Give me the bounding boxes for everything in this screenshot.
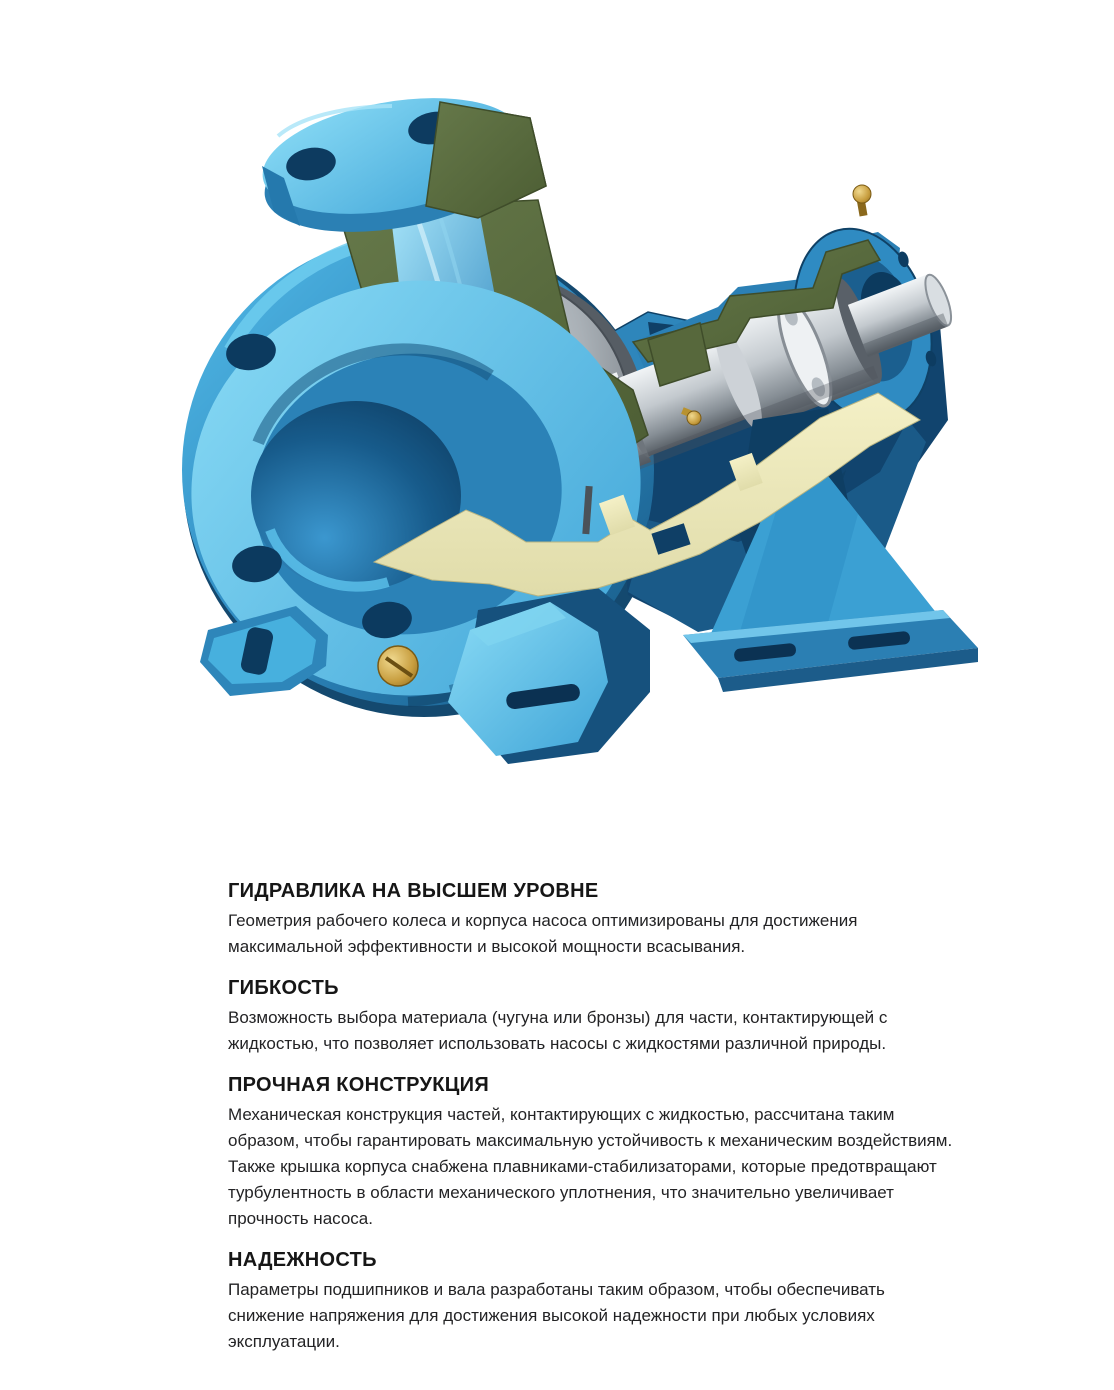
feature-sections [228, 880, 964, 1372]
pump-middle-foot [448, 588, 650, 764]
section-heading: ПРОЧНАЯ КОНСТРУКЦИЯ [228, 1074, 490, 1096]
section-hydraulics [228, 880, 964, 960]
section-body: Механическая конструкция частей, контактирующих с жидкостью, рассчитана таким образом, чтобы гарантировать максимальную устойчивость к механическим воздействиям. Также крышка корпуса снабжена плавниками-стабилизаторами, которые предотвращают турбулентность в области механического уплотнения, что значительно увеличивает прочность насоса. [228, 1105, 953, 1228]
section-body: Геометрия рабочего колеса и корпуса насоса оптимизированы для достижения максимальной эффективности и высокой мощности всасывания. [228, 911, 858, 956]
section-body: Возможность выбора материала (чугуна или бронзы) для части, контактирующей с жидкостью, что позволяет использовать насосы с жидкостями различной природы. [228, 1008, 888, 1053]
grease-nipple-icon [853, 185, 871, 203]
section-heading: ГИБКОСТЬ [228, 977, 339, 999]
section-heading: ГИДРАВЛИКА НА ВЫСШЕМ УРОВНЕ [228, 880, 599, 902]
section-reliability [228, 1249, 964, 1355]
section-robust-construction [228, 1074, 964, 1232]
section-flexibility [228, 977, 964, 1057]
pump-cutaway-figure [178, 90, 1012, 804]
section-body: Параметры подшипников и вала разработаны таким образом, чтобы обеспечивать снижение напряжения для достижения высокой надежности при любых условиях эксплуатации. [228, 1280, 885, 1351]
section-heading: НАДЕЖНОСТЬ [228, 1249, 377, 1271]
pump-cutaway-illustration [178, 90, 1012, 804]
